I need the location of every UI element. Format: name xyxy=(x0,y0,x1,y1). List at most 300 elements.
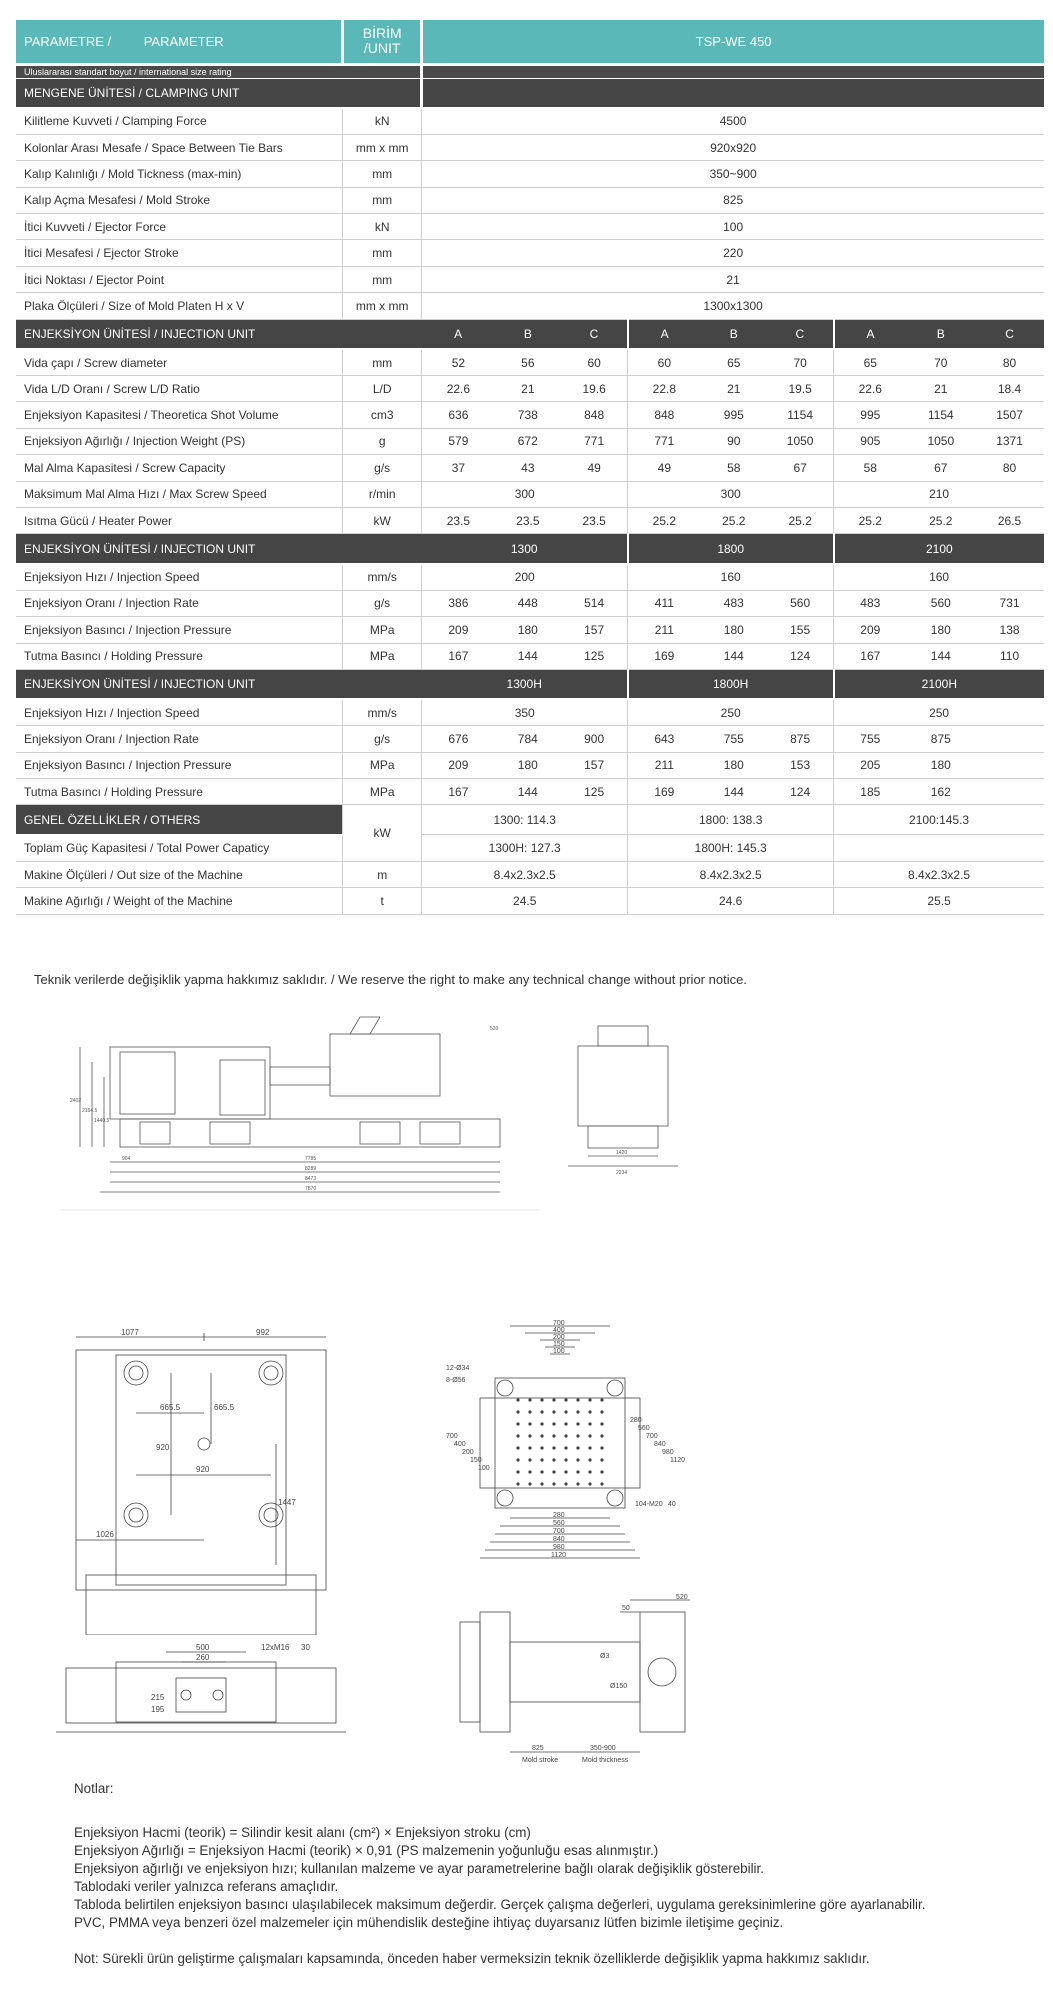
table-row xyxy=(16,187,1044,213)
row-value: 180 xyxy=(701,752,768,778)
row-label: Makine Ölçüleri / Out size of the Machine xyxy=(16,861,343,887)
dim-label: 100 xyxy=(553,1348,565,1355)
table-row xyxy=(16,293,1044,319)
dim-label: 1447 xyxy=(278,1498,296,1507)
row-unit: MPa xyxy=(343,779,422,805)
dim-label: 200 xyxy=(462,1449,474,1456)
row-value: 25.2 xyxy=(906,507,975,533)
row-value: 37 xyxy=(422,455,495,481)
row-value: 157 xyxy=(561,617,628,643)
technical-change-notice: Teknik verilerde değişiklik yapma hakkımız saklıdır. / We reserve the right to make any technical change without prior notice. xyxy=(34,972,747,987)
table-row xyxy=(16,108,1044,134)
row-value: 905 xyxy=(834,428,907,454)
row-value: 52 xyxy=(422,349,495,375)
row-value: 300 xyxy=(628,481,834,507)
row-value: 162 xyxy=(906,779,975,805)
col-header: A xyxy=(628,319,701,349)
row-value: 250 xyxy=(628,699,834,725)
caption-label: Mold thickness xyxy=(582,1757,629,1764)
row-value: 448 xyxy=(495,590,562,616)
table-row xyxy=(16,590,1044,616)
dim-label: 100 xyxy=(478,1465,490,1472)
dim-label: 150 xyxy=(470,1457,482,1464)
mold-hole xyxy=(516,1446,519,1449)
dim-label: 215 xyxy=(151,1693,165,1702)
row-unit: L/D xyxy=(343,376,422,402)
row-value: 125 xyxy=(561,643,628,669)
caption-label: Mold stroke xyxy=(522,1757,559,1764)
row-value: 110 xyxy=(975,643,1044,669)
table-row xyxy=(16,428,1044,454)
dim-label: 1026 xyxy=(96,1530,114,1539)
dim-label: 500 xyxy=(196,1643,210,1652)
mold-hole xyxy=(564,1398,567,1401)
table-row xyxy=(16,455,1044,481)
mold-hole xyxy=(588,1422,591,1425)
row-value xyxy=(975,726,1044,752)
row-unit: mm xyxy=(343,349,422,375)
row-value: 1300H: 127.3 xyxy=(422,835,628,861)
notes-lines xyxy=(74,1824,1034,1932)
hole-grid xyxy=(516,1398,603,1485)
row-value: 995 xyxy=(834,402,907,428)
row-unit: mm x mm xyxy=(343,293,422,319)
row-value: 211 xyxy=(628,752,701,778)
row-label: Enjeksiyon Basıncı / Injection Pressure xyxy=(16,752,343,778)
row-unit: kN xyxy=(343,214,422,240)
section-injection-std xyxy=(16,534,1044,564)
row-unit: g xyxy=(343,428,422,454)
notes-footer: Not: Sürekli ürün geliştirme çalışmaları kapsamında, önceden haber vermeksizin teknik özelliklerde değişiklik yapma hakkımız saklıdır. xyxy=(74,1951,870,1966)
row-value: 180 xyxy=(906,617,975,643)
row-unit: g/s xyxy=(343,590,422,616)
mold-hole xyxy=(588,1446,591,1449)
mold-hole xyxy=(540,1458,543,1461)
row-value: 185 xyxy=(834,779,907,805)
row-unit: kW xyxy=(343,805,422,861)
mold-hole xyxy=(576,1446,579,1449)
row-value: 8.4x2.3x2.5 xyxy=(834,861,1044,887)
callout-label: 104-M20 xyxy=(635,1501,663,1508)
row-label: Kilitleme Kuvveti / Clamping Force xyxy=(16,108,343,134)
col-header: C xyxy=(561,319,628,349)
row-value: 1371 xyxy=(975,428,1044,454)
row-value: 8.4x2.3x2.5 xyxy=(422,861,628,887)
table-row xyxy=(16,779,1044,805)
mold-hole xyxy=(576,1470,579,1473)
row-value: 25.2 xyxy=(767,507,834,533)
row-value: 43 xyxy=(495,455,562,481)
row-value: 19.6 xyxy=(561,376,628,402)
row-value xyxy=(975,779,1044,805)
row-value: 483 xyxy=(701,590,768,616)
row-value: 411 xyxy=(628,590,701,616)
row-label: Enjeksiyon Oranı / Injection Rate xyxy=(16,590,343,616)
dim-label: 195 xyxy=(151,1705,165,1714)
mold-hole xyxy=(552,1446,555,1449)
row-value: 180 xyxy=(495,617,562,643)
row-label: İtici Noktası / Ejector Point xyxy=(16,266,343,292)
row-value: 144 xyxy=(495,643,562,669)
machine-side-view-drawing xyxy=(60,1012,540,1212)
note-line: Tablodaki veriler yalnızca referans amaçlıdır. xyxy=(74,1879,339,1894)
dim-label: 904 xyxy=(122,1156,131,1162)
row-unit: t xyxy=(343,888,422,914)
row-value: 211 xyxy=(628,617,701,643)
mold-hole xyxy=(588,1458,591,1461)
dim-label: 825 xyxy=(532,1745,544,1752)
row-value: 22.6 xyxy=(422,376,495,402)
row-value: 22.6 xyxy=(834,376,907,402)
row-value: 875 xyxy=(906,726,975,752)
model-label: 2100 xyxy=(834,534,1044,564)
dim-label: 280 xyxy=(553,1512,565,1519)
mold-hole xyxy=(600,1482,603,1485)
row-value: 155 xyxy=(767,617,834,643)
col-header: B xyxy=(701,319,768,349)
row-value: 80 xyxy=(975,455,1044,481)
row-value: 771 xyxy=(628,428,701,454)
section-title: GENEL ÖZELLİKLER / OTHERS xyxy=(16,805,343,835)
dim-label: 1420 xyxy=(616,1150,628,1156)
dim-label: Ø3 xyxy=(600,1653,610,1660)
dim-label: 2164.5 xyxy=(82,1108,98,1114)
mold-hole xyxy=(576,1422,579,1425)
row-value: 58 xyxy=(701,455,768,481)
row-value: 157 xyxy=(561,752,628,778)
mold-hole xyxy=(516,1434,519,1437)
mold-hole xyxy=(528,1482,531,1485)
dim-label: 840 xyxy=(553,1536,565,1543)
row-value: 483 xyxy=(834,590,907,616)
note-line: Enjeksiyon Hacmi (teorik) = Silindir kesit alanı (cm²) × Enjeksiyon stroku (cm) xyxy=(74,1825,531,1840)
mold-hole xyxy=(528,1458,531,1461)
row-unit: kW xyxy=(343,507,422,533)
row-label: Enjeksiyon Hızı / Injection Speed xyxy=(16,699,343,725)
row-label: Vida çapı / Screw diameter xyxy=(16,349,343,375)
model-header: TSP-WE 450 xyxy=(422,20,1044,64)
row-label: Kalıp Açma Mesafesi / Mold Stroke xyxy=(16,187,343,213)
mold-hole xyxy=(600,1446,603,1449)
section-title: ENJEKSİYON ÜNİTESİ / INJECTION UNIT xyxy=(16,534,422,564)
row-label: Plaka Ölçüleri / Size of Mold Platen H x V xyxy=(16,293,343,319)
mold-platen-hole-pattern xyxy=(440,1318,700,1578)
row-value: 209 xyxy=(422,617,495,643)
mold-hole xyxy=(516,1410,519,1413)
row-value: 26.5 xyxy=(975,507,1044,533)
dim-label: 50 xyxy=(622,1605,630,1612)
mold-hole xyxy=(600,1410,603,1413)
dim-label: 700 xyxy=(646,1433,658,1440)
dim-label: 260 xyxy=(196,1653,210,1662)
row-unit: mm/s xyxy=(343,564,422,590)
table-row xyxy=(16,481,1044,507)
col-header: C xyxy=(975,319,1044,349)
mold-hole xyxy=(552,1410,555,1413)
mold-section-drawing xyxy=(450,1592,710,1772)
row-value: 18.4 xyxy=(975,376,1044,402)
table-row xyxy=(16,402,1044,428)
row-label: Toplam Güç Kapasitesi / Total Power Capaticy xyxy=(16,835,343,861)
row-value: 1300: 114.3 xyxy=(422,805,628,835)
col-header: C xyxy=(767,319,834,349)
injection-std-rows xyxy=(16,590,1044,669)
row-value: 23.5 xyxy=(422,507,495,533)
mold-hole xyxy=(540,1446,543,1449)
section-injection-h xyxy=(16,669,1044,699)
row-value: 167 xyxy=(422,643,495,669)
row-value: 160 xyxy=(834,564,1044,590)
platen-bottom-drawing xyxy=(56,1640,346,1740)
model-label: 1800 xyxy=(628,534,834,564)
dim-label: 700 xyxy=(446,1433,458,1440)
row-value: 144 xyxy=(701,779,768,805)
mold-hole xyxy=(564,1434,567,1437)
row-value: 153 xyxy=(767,752,834,778)
mold-hole xyxy=(576,1434,579,1437)
row-label: Enjeksiyon Hızı / Injection Speed xyxy=(16,564,343,590)
dim-label: 992 xyxy=(256,1328,270,1337)
dim-label: 1440.5 xyxy=(94,1118,110,1124)
table-row xyxy=(16,617,1044,643)
size-rating-note: Uluslararası standart boyut / international size rating xyxy=(16,64,422,78)
note-line: Tabloda belirtilen enjeksiyon basıncı ulaşılabilecek maksimum değerdir. Gerçek çalışma değerleri, uygulama gereksinimlerine göre ayarlanabilir. xyxy=(74,1897,926,1912)
table-row xyxy=(16,507,1044,533)
section-others xyxy=(16,805,1044,835)
dim-label: 2234 xyxy=(616,1170,628,1176)
model-label: 2100H xyxy=(834,669,1044,699)
mold-hole xyxy=(564,1422,567,1425)
mold-hole xyxy=(540,1482,543,1485)
mold-hole xyxy=(552,1458,555,1461)
injection-h-rows xyxy=(16,726,1044,805)
dim-label: 665.5 xyxy=(160,1403,181,1412)
section-injection xyxy=(16,319,1044,349)
row-label: Enjeksiyon Kapasitesi / Theoretica Shot Volume xyxy=(16,402,343,428)
row-value: 23.5 xyxy=(495,507,562,533)
row-value: 250 xyxy=(834,699,1044,725)
section-title: ENJEKSİYON ÜNİTESİ / INJECTION UNIT xyxy=(16,319,422,349)
mold-hole xyxy=(540,1470,543,1473)
row-value: 124 xyxy=(767,643,834,669)
row-value: 24.6 xyxy=(628,888,834,914)
row-label: Enjeksiyon Oranı / Injection Rate xyxy=(16,726,343,752)
dim-label: 520 xyxy=(676,1594,688,1601)
mold-hole xyxy=(588,1470,591,1473)
row-value: 386 xyxy=(422,590,495,616)
row-value: 755 xyxy=(834,726,907,752)
mold-hole xyxy=(564,1482,567,1485)
injection-rows xyxy=(16,349,1044,481)
table-row xyxy=(16,888,1044,914)
table-row xyxy=(16,752,1044,778)
mold-hole xyxy=(600,1398,603,1401)
table-row xyxy=(16,240,1044,266)
row-value: 995 xyxy=(701,402,768,428)
note-line: Enjeksiyon ağırlığı ve enjeksiyon hızı; kullanılan malzeme ve ayar parametrelerine bağlı olarak değişiklik gösterebilir. xyxy=(74,1861,764,1876)
row-value: 848 xyxy=(561,402,628,428)
mold-hole xyxy=(588,1434,591,1437)
row-value: 643 xyxy=(628,726,701,752)
dim-label: 1120 xyxy=(670,1457,686,1464)
mold-hole xyxy=(528,1422,531,1425)
mold-hole xyxy=(552,1434,555,1437)
clamping-rows xyxy=(16,108,1044,319)
mold-hole xyxy=(540,1422,543,1425)
mold-hole xyxy=(528,1470,531,1473)
dim-label: 200 xyxy=(553,1334,565,1341)
mold-hole xyxy=(528,1434,531,1437)
row-unit: g/s xyxy=(343,726,422,752)
row-value: 738 xyxy=(495,402,562,428)
dim-label: 665.5 xyxy=(214,1403,235,1412)
row-label: Kolonlar Arası Mesafe / Space Between Tie Bars xyxy=(16,134,343,160)
row-value: 56 xyxy=(495,349,562,375)
row-label: İtici Kuvveti / Ejector Force xyxy=(16,214,343,240)
table-row xyxy=(16,349,1044,375)
row-value: 920x920 xyxy=(422,134,1044,160)
row-unit: mm/s xyxy=(343,699,422,725)
mold-hole xyxy=(564,1470,567,1473)
row-unit: MPa xyxy=(343,752,422,778)
row-value: 65 xyxy=(834,349,907,375)
dim-label: 560 xyxy=(553,1520,565,1527)
row-value: 22.8 xyxy=(628,376,701,402)
mold-hole xyxy=(552,1470,555,1473)
subtitle-row xyxy=(16,64,1044,78)
row-unit: m xyxy=(343,861,422,887)
row-value: 560 xyxy=(906,590,975,616)
row-value: 23.5 xyxy=(561,507,628,533)
row-value: 19.5 xyxy=(767,376,834,402)
col-header: B xyxy=(906,319,975,349)
mold-hole xyxy=(576,1482,579,1485)
row-value: 205 xyxy=(834,752,907,778)
mold-hole xyxy=(564,1458,567,1461)
row-value: 1154 xyxy=(767,402,834,428)
row-value: 848 xyxy=(628,402,701,428)
col-header: A xyxy=(834,319,907,349)
row-value: 67 xyxy=(767,455,834,481)
row-value: 209 xyxy=(422,752,495,778)
row-value: 24.5 xyxy=(422,888,628,914)
row-value: 875 xyxy=(767,726,834,752)
dim-label: 280 xyxy=(630,1417,642,1424)
row-value: 65 xyxy=(701,349,768,375)
row-value: 25.2 xyxy=(834,507,907,533)
row-value: 25.5 xyxy=(834,888,1044,914)
row-value: 755 xyxy=(701,726,768,752)
row-unit: kN xyxy=(343,108,422,134)
dim-label: 2402 xyxy=(70,1098,82,1104)
row-value: 21 xyxy=(422,266,1044,292)
spec-table xyxy=(16,20,1044,915)
row-value: 160 xyxy=(628,564,834,590)
row-value: 67 xyxy=(906,455,975,481)
note-line: Enjeksiyon Ağırlığı = Enjeksiyon Hacmi (teorik) × 0,91 (PS malzemenin yoğunluğu esas alınmıştır.) xyxy=(74,1843,659,1858)
mold-hole xyxy=(576,1410,579,1413)
mold-hole xyxy=(564,1410,567,1413)
mold-hole xyxy=(600,1422,603,1425)
platen-front-drawing xyxy=(56,1325,356,1635)
mold-hole xyxy=(552,1422,555,1425)
row-value: 180 xyxy=(701,617,768,643)
row-value: 49 xyxy=(628,455,701,481)
mold-hole xyxy=(516,1458,519,1461)
mold-hole xyxy=(576,1458,579,1461)
dim-label: 920 xyxy=(196,1465,210,1474)
table-row xyxy=(16,835,1044,861)
mold-hole xyxy=(588,1398,591,1401)
row-value: 8.4x2.3x2.5 xyxy=(628,861,834,887)
row-value: 144 xyxy=(906,643,975,669)
row-value: 90 xyxy=(701,428,768,454)
row-unit: g/s xyxy=(343,455,422,481)
mold-hole xyxy=(528,1410,531,1413)
dim-label: 12xM16 xyxy=(261,1643,290,1652)
row-value: 676 xyxy=(422,726,495,752)
row-unit: MPa xyxy=(343,643,422,669)
row-value: 514 xyxy=(561,590,628,616)
row-value: 579 xyxy=(422,428,495,454)
mold-hole xyxy=(540,1410,543,1413)
row-unit: MPa xyxy=(343,617,422,643)
row-value: 1050 xyxy=(906,428,975,454)
mold-hole xyxy=(552,1398,555,1401)
table-row xyxy=(16,564,1044,590)
row-value: 21 xyxy=(701,376,768,402)
mold-hole xyxy=(528,1398,531,1401)
notes-section xyxy=(74,1780,1034,1968)
dim-label: 1077 xyxy=(121,1328,139,1337)
row-unit: mm xyxy=(343,266,422,292)
row-value: 350 xyxy=(422,699,628,725)
row-value: 21 xyxy=(906,376,975,402)
row-unit: mm xyxy=(343,161,422,187)
callout-label: 12-Ø34 xyxy=(446,1365,470,1372)
dim-label: 400 xyxy=(454,1441,466,1448)
row-label: Mal Alma Kapasitesi / Screw Capacity xyxy=(16,455,343,481)
row-value: 144 xyxy=(495,779,562,805)
dim-label: 700 xyxy=(553,1320,565,1327)
mold-hole xyxy=(516,1422,519,1425)
row-value: 70 xyxy=(767,349,834,375)
row-unit: mm xyxy=(343,187,422,213)
table-row xyxy=(16,161,1044,187)
row-value: 49 xyxy=(561,455,628,481)
model-label: 1800H xyxy=(628,669,834,699)
row-value: 60 xyxy=(628,349,701,375)
mold-hole xyxy=(516,1482,519,1485)
callout-label: 40 xyxy=(668,1501,676,1508)
row-value: 21 xyxy=(495,376,562,402)
table-row xyxy=(16,376,1044,402)
row-value: 4500 xyxy=(422,108,1044,134)
row-value: 169 xyxy=(628,643,701,669)
row-label: Vida L/D Oranı / Screw L/D Ratio xyxy=(16,376,343,402)
section-clamping xyxy=(16,78,1044,108)
row-value: 1800: 138.3 xyxy=(628,805,834,835)
section-title: ENJEKSİYON ÜNİTESİ / INJECTION UNIT xyxy=(16,669,422,699)
row-value: 60 xyxy=(561,349,628,375)
dim-label: 400 xyxy=(553,1327,565,1334)
row-value: 167 xyxy=(422,779,495,805)
mold-hole xyxy=(600,1458,603,1461)
mold-hole xyxy=(576,1398,579,1401)
row-value: 731 xyxy=(975,590,1044,616)
table-row xyxy=(16,643,1044,669)
row-label: Enjeksiyon Ağırlığı / Injection Weight (PS) xyxy=(16,428,343,454)
